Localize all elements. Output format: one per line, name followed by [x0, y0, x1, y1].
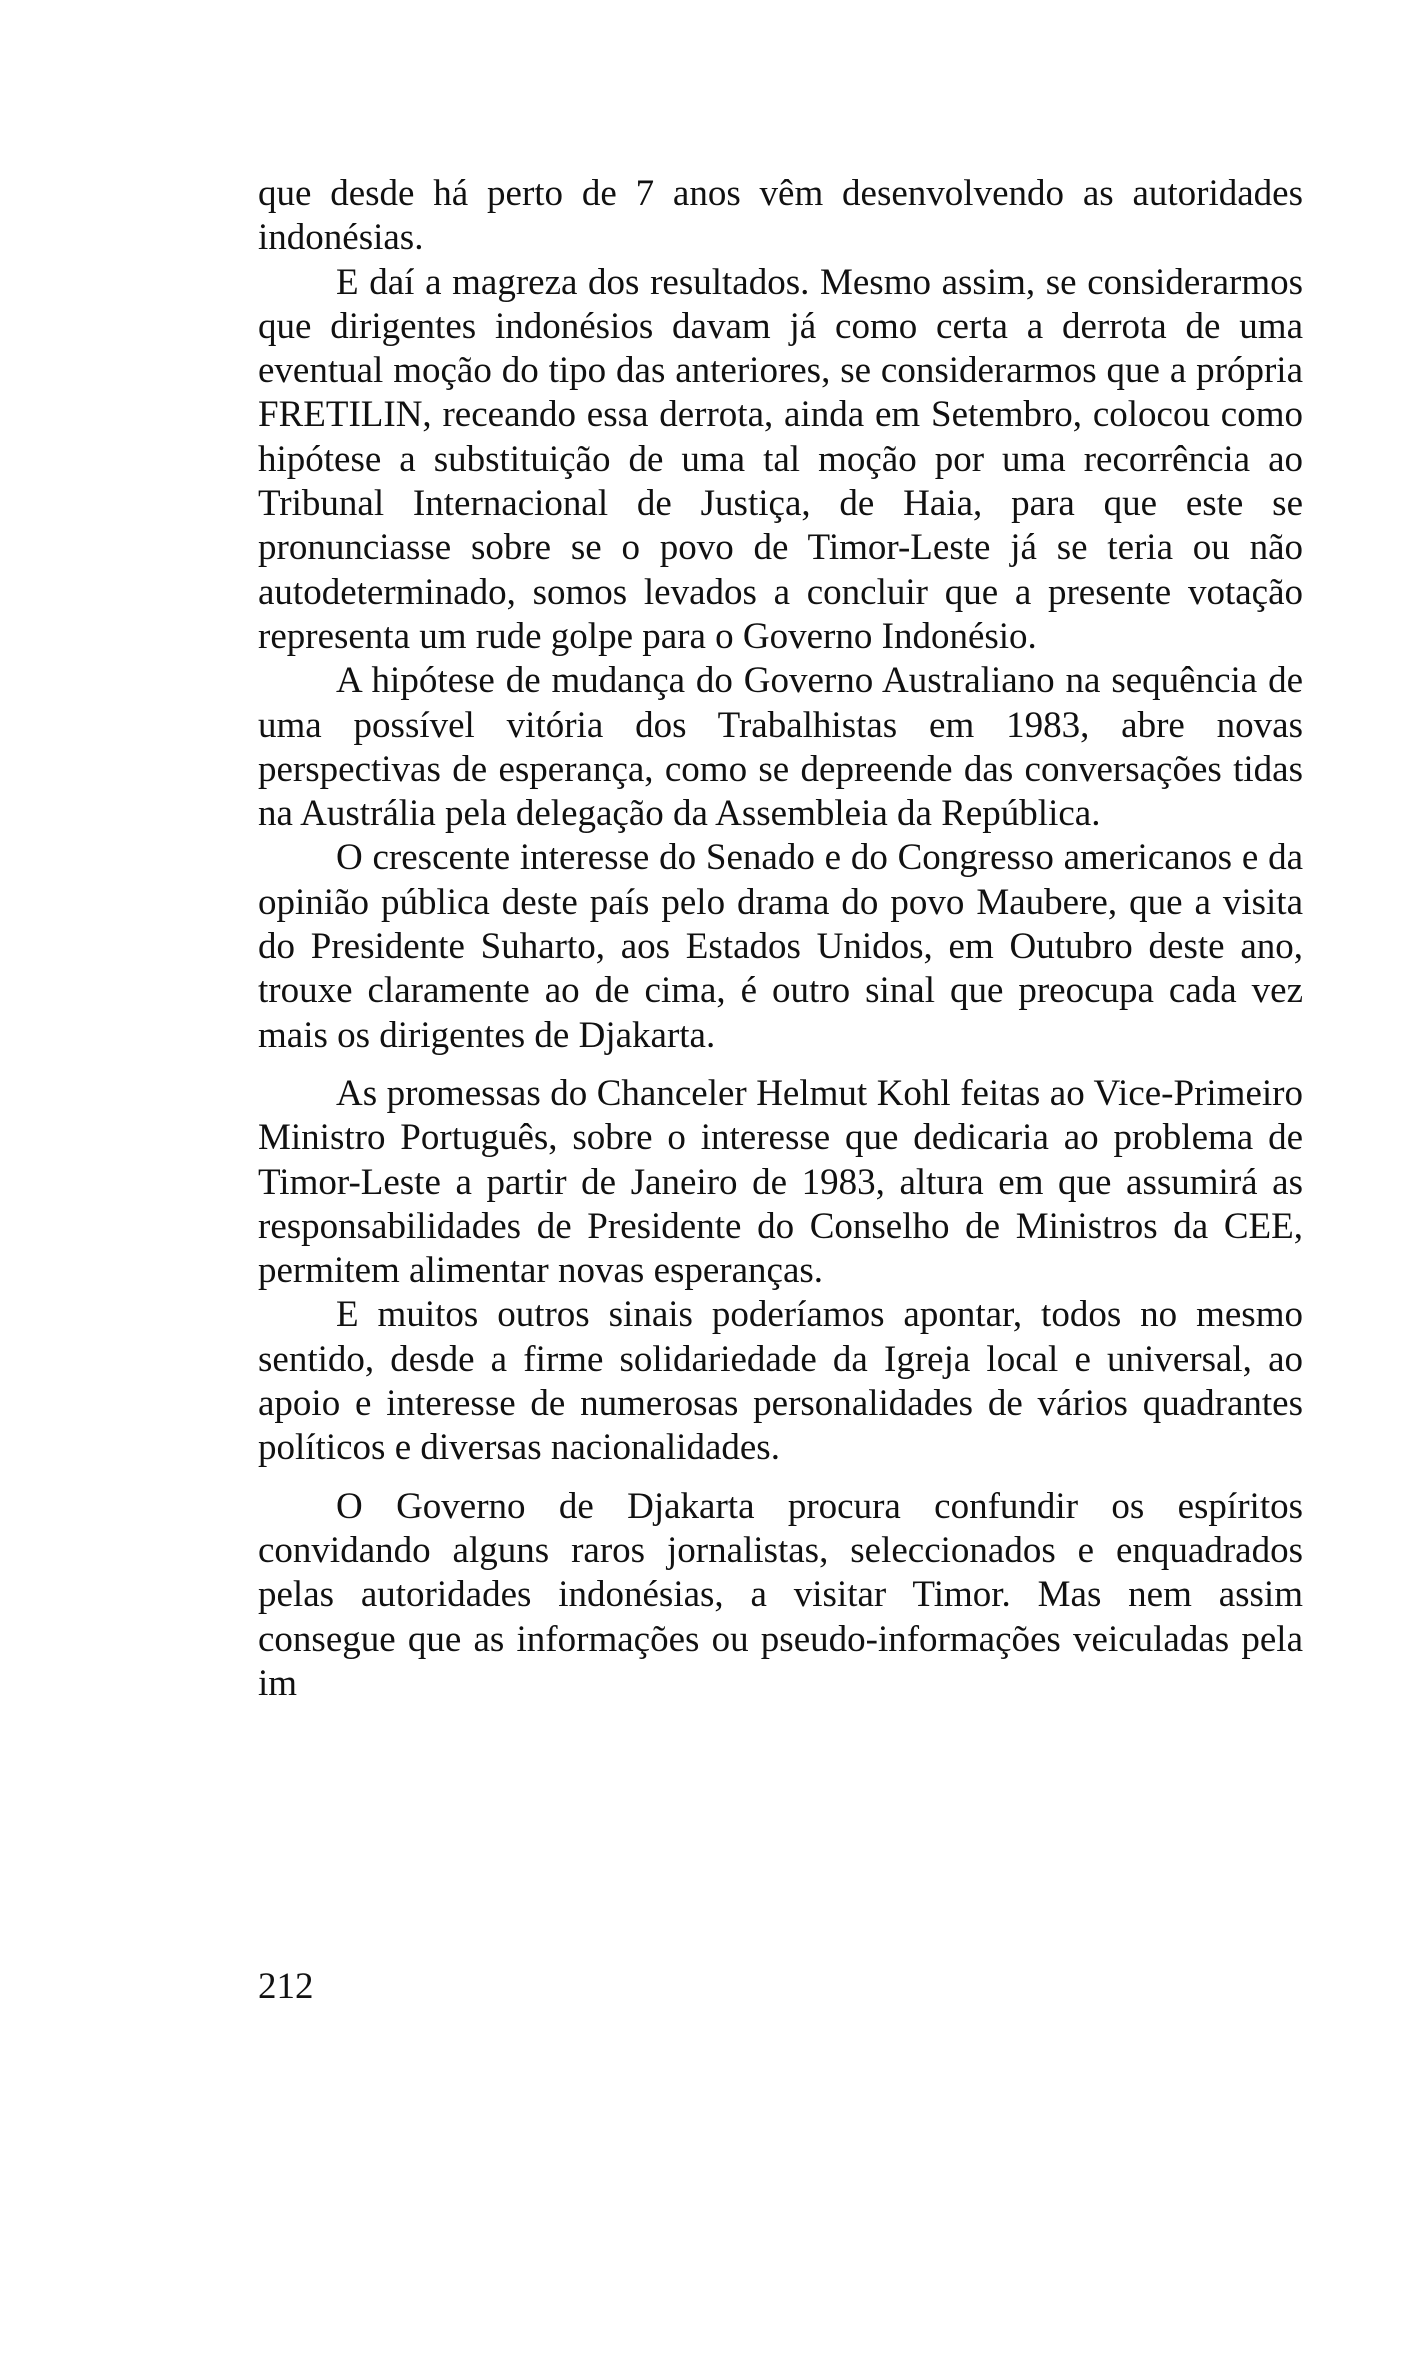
- paragraph: As promessas do Chanceler Helmut Kohl feitas ao Vice-Primeiro Ministro Português, sobre o interesse que dedicaria ao problema de Timor-Leste a partir de Janeiro de 1983, altura em que assumirá as responsabilidades de Presidente do Conselho de Ministros da CEE, permitem alimentar novas esperanças.: [258, 1072, 1303, 1292]
- paragraph: E muitos outros sinais poderíamos apontar, todos no mesmo sentido, desde a firme solidariedade da Igreja local e universal, ao apoio e interesse de numerosas personalidades de vários quadrantes políticos e diversas nacionalidades.: [258, 1294, 1303, 1469]
- paragraph: A hipótese de mudança do Governo Australiano na sequência de uma possível vitória dos Trabalhistas em 1983, abre novas perspectivas de esperança, como se depreende das conversações tidas na Austrália pela delegação da Assembleia da República.: [258, 660, 1303, 835]
- page-number: 212: [258, 1966, 314, 2007]
- paragraph: E daí a magreza dos resultados. Mesmo assim, se considerarmos que dirigentes indonésios davam já como certa a derrota de uma eventual moção do tipo das anteriores, se considerarmos que a própria FRETILIN, receando essa derrota, ainda em Setembro, colocou como hipótese a substituição de uma tal moção por uma recorrência ao Tribunal Internacional de Justiça, de Haia, para que este se pronunciasse sobre se o povo de Timor-Leste já se teria ou não autodeterminado, somos levados a concluir que a presente votação representa um rude golpe para o Governo Indonésio.: [258, 261, 1303, 657]
- paragraph: O crescente interesse do Senado e do Congresso americanos e da opinião pública deste país pelo drama do povo Maubere, que a visita do Presidente Suharto, aos Estados Unidos, em Outubro deste ano, trouxe claramente ao de cima, é outro sinal que preocupa cada vez mais os dirigentes de Djakarta.: [258, 837, 1303, 1056]
- body-text: [258, 172, 1303, 1706]
- paragraph: O Governo de Djakarta procura confundir os espíritos convidando alguns raros jornalistas, seleccionados e enquadrados pelas autoridades indonésias, a visitar Timor. Mas nem assim consegue que as informações ou pseudo-informações veiculadas pela im: [258, 1485, 1303, 1704]
- paragraph-continuation: que desde há perto de 7 anos vêm desenvolvendo as autoridades indonésias.: [258, 173, 1303, 259]
